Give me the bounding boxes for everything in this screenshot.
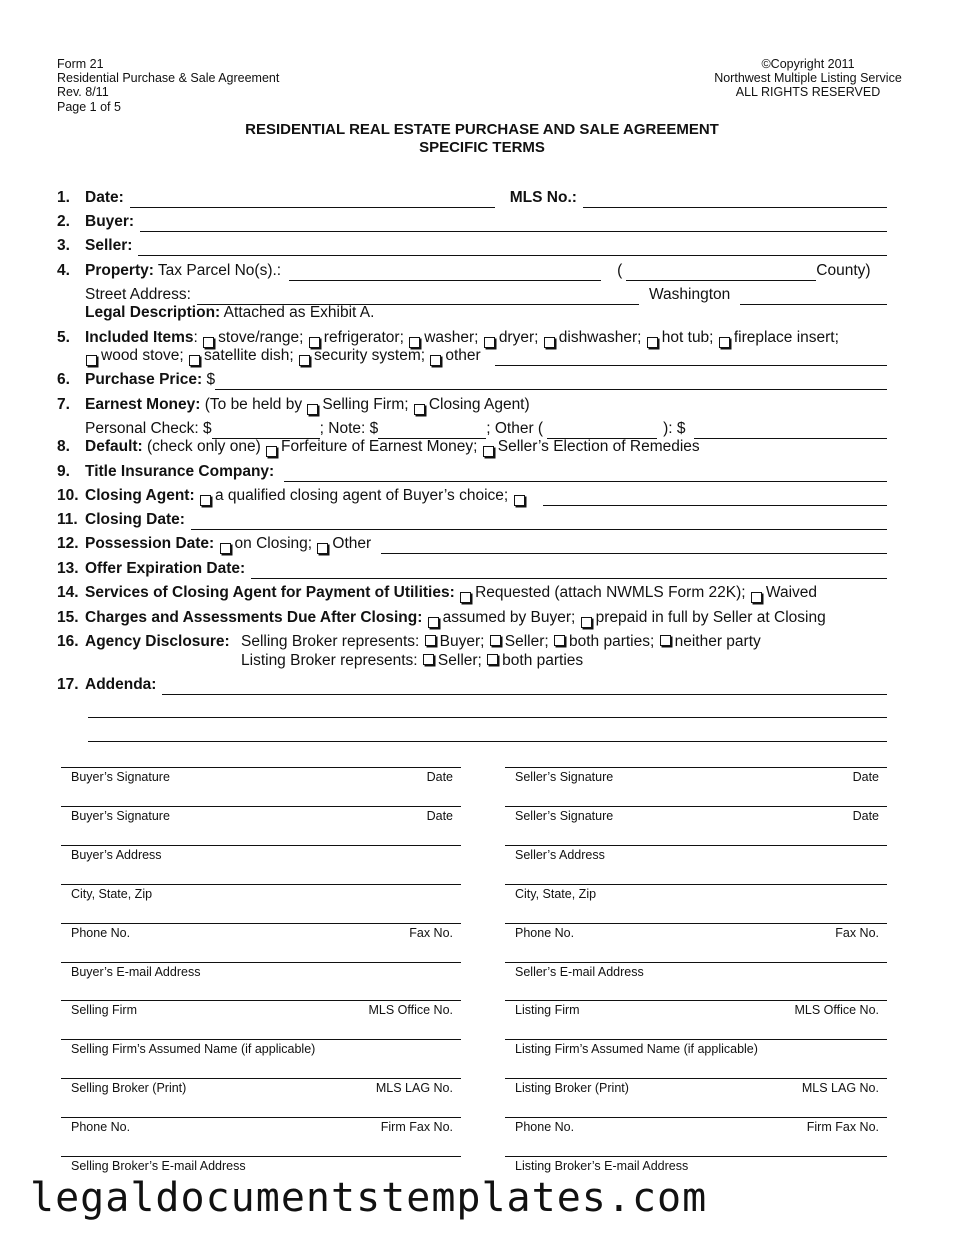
item-possession: 12. Possession Date: on Closing; Other [57,534,887,554]
form-number: Form 21 [57,57,104,71]
item-default: 8. Default: (check only one) Forfeiture of Earnest Money; Seller’s Election of Remedies [57,438,700,455]
signature-right-label: Firm Fax No. [806,1120,879,1135]
selling-firm-checkbox[interactable] [307,404,318,415]
title-insurance-field[interactable] [284,466,887,482]
listing-rep-0-label: Seller; [437,652,487,669]
signature-right-label: MLS Office No. [794,1003,879,1018]
signature-right-label: MLS LAG No. [375,1081,453,1096]
signature-right-label: Date [426,808,453,823]
listing-rep-1-checkbox[interactable] [487,654,498,665]
signature-label: Phone No. [515,925,575,940]
organization: Northwest Multiple Listing Service [714,71,902,86]
utilities-requested-checkbox[interactable] [460,592,471,603]
purchase-price-field[interactable] [215,374,887,390]
addenda-field-1[interactable] [162,679,887,695]
signature-line[interactable] [505,767,887,805]
selling-rep-1-label: Seller; [504,633,553,650]
item-agency: 16. Agency Disclosure: Selling Broker represents: Buyer; Seller; both parties; neither party [57,633,761,650]
item-addenda: 17. Addenda: [57,675,887,695]
signature-right-label: MLS Office No. [368,1003,453,1018]
title-line-2: SPECIFIC TERMS [419,139,545,156]
selling-rep-3-label: neither party [674,633,761,650]
signature-label: Selling Firm’s Assumed Name (if applicable) [71,1042,316,1057]
item-included: 5. Included Items : stove/range; refrigerator; washer; dryer; dishwasher; hot tub; fireplace insert; [57,329,839,346]
addenda-field-3[interactable] [88,741,887,742]
item-charges: 15. Charges and Assessments Due After Closing: assumed by Buyer; prepaid in full by Seller at Closing [57,609,826,626]
signature-right-label: Fax No. [835,925,879,940]
signature-line[interactable] [61,923,461,961]
signature-label: Buyer’s E-mail Address [71,964,201,979]
included-6-label: fireplace insert; [733,329,839,346]
signature-line[interactable] [61,1000,461,1038]
offer-expiration-field[interactable] [251,563,887,579]
selling-rep-2-checkbox[interactable] [554,635,565,646]
signature-line[interactable] [505,806,887,844]
listing-rep-1-label: both parties [502,652,584,669]
signature-right-label: Date [852,808,879,823]
county-field[interactable] [626,265,816,281]
copyright: ©Copyright 2011 [761,57,855,71]
form-revision: Rev. 8/11 [57,85,109,100]
signature-line[interactable] [61,845,461,883]
signature-right-label: Date [426,770,453,784]
title-line-1: RESIDENTIAL REAL ESTATE PURCHASE AND SALE AGREEMENT [245,121,719,138]
selling-rep-3-checkbox[interactable] [660,635,671,646]
signature-label: Listing Firm [515,1003,580,1018]
seller-field[interactable] [138,240,887,256]
item-seller: 3. Seller: [57,236,887,256]
signature-label: Seller’s E-mail Address [515,964,644,979]
form-header-left [57,57,279,114]
signature-label: Phone No. [71,925,131,940]
form-name: Residential Purchase & Sale Agreement [57,71,280,86]
assumed-by-buyer-checkbox[interactable] [428,617,439,628]
listing-rep-0-checkbox[interactable] [423,654,434,665]
document-title [0,121,964,157]
signature-line[interactable] [61,1039,461,1077]
date-field[interactable] [130,192,495,208]
mls-label: MLS No.: [509,189,577,206]
selling-rep-0-checkbox[interactable] [425,635,436,646]
included2-0-checkbox[interactable] [86,355,97,366]
signature-label: Seller’s Signature [515,770,614,784]
signature-line[interactable] [505,1039,887,1077]
signature-line[interactable] [61,884,461,922]
closing-date-field[interactable] [191,514,887,530]
prepaid-by-seller-checkbox[interactable] [581,617,592,628]
item-date: 1. Date: MLS No.: [57,188,887,208]
signature-label: Seller’s Address [515,847,605,862]
signature-line[interactable] [61,767,461,805]
signature-label: Buyer’s Signature [71,770,170,784]
item-property: 4. Property: Tax Parcel No(s).: ( County) [57,262,871,279]
signature-line[interactable] [61,962,461,1000]
included2-1-label: satellite dish; [204,347,294,364]
signature-right-label: Fax No. [409,925,453,940]
possession-other-field[interactable] [381,538,887,554]
signature-label: Listing Broker’s E-mail Address [515,1159,689,1173]
item-included-2 [57,346,887,366]
item-street: Street Address: Washington [57,285,887,305]
selling-rep-1-checkbox[interactable] [490,635,501,646]
signature-line[interactable] [61,1117,461,1155]
signature-label: Buyer’s Signature [71,808,170,823]
buyer-choice-checkbox[interactable] [200,495,211,506]
signature-label: Phone No. [515,1120,575,1135]
signature-label: City, State, Zip [71,886,153,901]
remedies-checkbox[interactable] [483,446,494,457]
selling-rep-0-label: Buyer; [439,633,489,650]
signature-line[interactable] [61,1078,461,1116]
addenda-field-2[interactable] [88,717,887,718]
item-closing-agent: 10. Closing Agent: a qualified closing agent of Buyer’s choice; [57,486,887,506]
signature-label: Seller’s Signature [515,808,614,823]
signature-line[interactable] [505,1078,887,1116]
signature-right-label: MLS LAG No. [801,1081,879,1096]
included-4-label: dishwasher; [558,329,642,346]
signature-line[interactable] [61,806,461,844]
item-offer-expiration: 13. Offer Expiration Date: [57,559,887,579]
included2-3-label: other [445,347,481,364]
rights-reserved: ALL RIGHTS RESERVED [735,85,881,100]
signature-right-label: Firm Fax No. [380,1120,453,1135]
signature-line[interactable] [505,962,887,1000]
item-utilities: 14. Services of Closing Agent for Payment of Utilities: Requested (attach NWMLS Form 22K); Waived [57,584,817,601]
signature-line[interactable] [505,923,887,961]
included2-1-checkbox[interactable] [189,355,200,366]
page-number: Page 1 of 5 [57,99,121,114]
item-agency-2: Listing Broker represents: Seller; both parties [241,652,584,669]
included-other-field[interactable] [495,350,887,366]
signature-label: Phone No. [71,1120,131,1135]
signature-line[interactable] [505,1000,887,1038]
watermark: legaldocumentstemplates.com [30,1175,708,1221]
included2-2-label: security system; [313,347,426,364]
signature-label: City, State, Zip [515,886,597,901]
form-header-right [700,57,916,100]
included-3-label: dryer; [498,329,539,346]
buyer-field[interactable] [140,216,887,232]
closing-agent-other-checkbox[interactable] [514,495,525,506]
forfeiture-checkbox[interactable] [266,446,277,457]
item-price: 6. Purchase Price: $ [57,370,887,390]
mls-number-field[interactable] [583,192,887,208]
signature-line[interactable] [505,845,887,883]
signature-label: Selling Broker’s E-mail Address [71,1159,246,1173]
on-closing-checkbox[interactable] [220,543,231,554]
included2-2-checkbox[interactable] [299,355,310,366]
date-label: Date: [85,189,124,206]
included-2-label: washer; [424,329,479,346]
item-title-insurance: 9. Title Insurance Company: [57,462,887,482]
item-earnest-2: Personal Check: $ ; Note: $ ; Other ( ): $ [57,419,887,439]
closing-agent-checkbox[interactable] [414,404,425,415]
selling-rep-2-label: both parties; [569,633,659,650]
signature-label: Buyer’s Address [71,847,162,862]
included2-3-checkbox[interactable] [430,355,441,366]
item-closing-date: 11. Closing Date: [57,510,887,530]
included-0-label: stove/range; [218,329,304,346]
included-1-label: refrigerator; [323,329,404,346]
item-earnest: 7. Earnest Money: (To be held by Selling Firm; Closing Agent) [57,396,530,413]
signature-line[interactable] [505,884,887,922]
signature-label: Listing Broker (Print) [515,1081,629,1096]
item-buyer: 2. Buyer: [57,212,887,232]
signature-label: Selling Firm [71,1003,137,1018]
signature-right-label: Date [852,770,879,784]
item-legal: Legal Description: Attached as Exhibit A. [85,304,375,321]
signature-label: Selling Broker (Print) [71,1081,187,1096]
closing-agent-field[interactable] [543,490,887,506]
utilities-waived-checkbox[interactable] [751,592,762,603]
signature-line[interactable] [505,1117,887,1155]
included2-0-label: wood stove; [101,347,184,364]
included-5-label: hot tub; [661,329,714,346]
tax-parcel-field[interactable] [289,265,601,281]
possession-other-checkbox[interactable] [317,543,328,554]
signature-label: Listing Firm’s Assumed Name (if applicable) [515,1042,758,1057]
